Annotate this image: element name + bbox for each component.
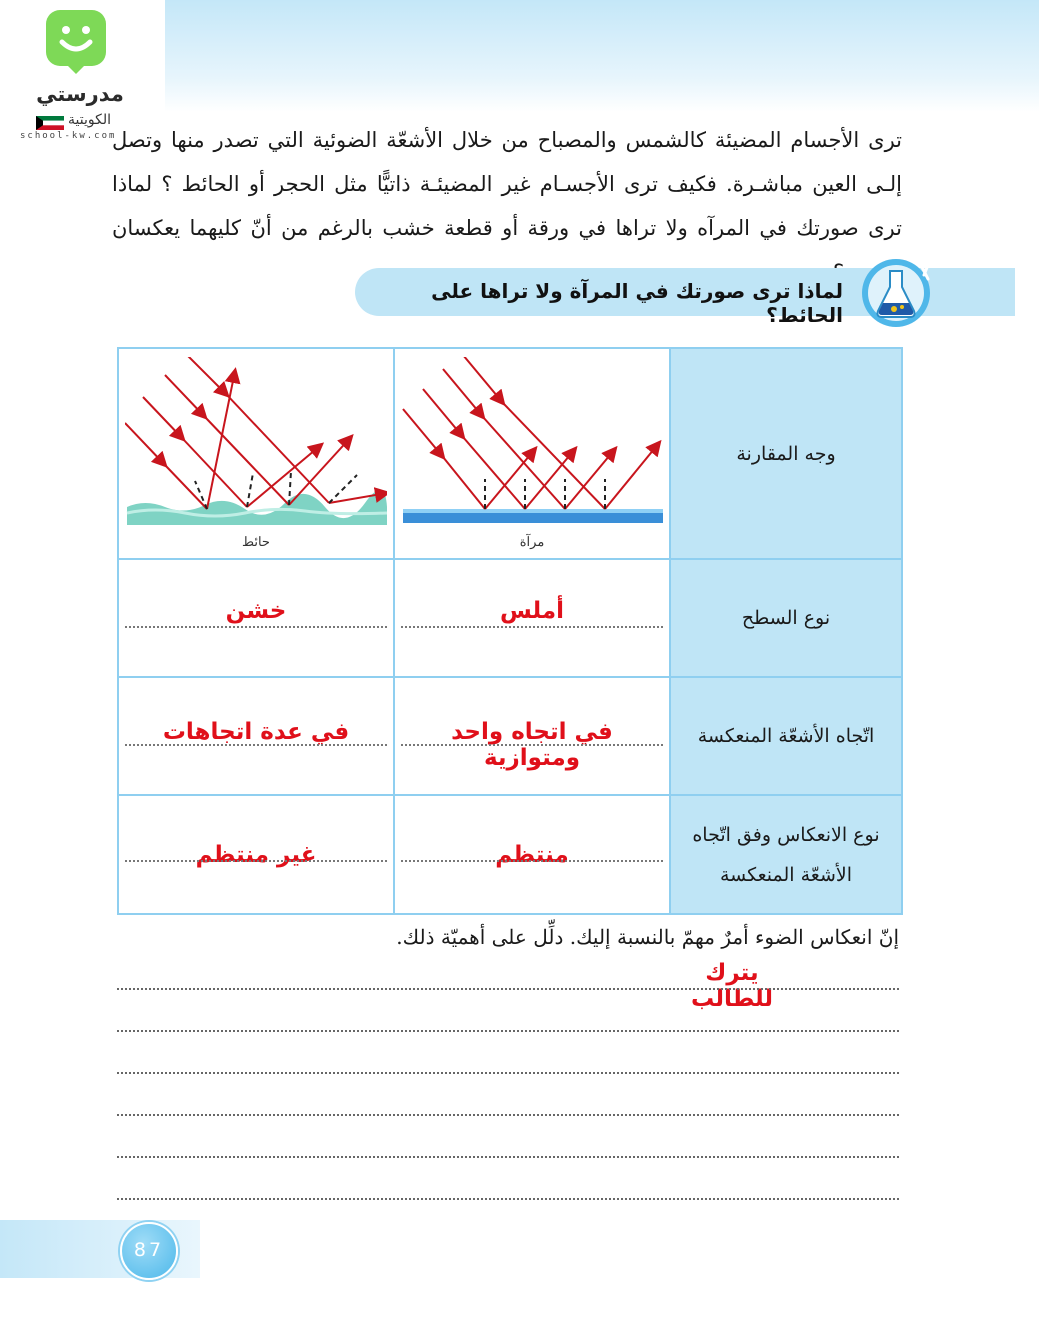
writing-line[interactable] bbox=[117, 1114, 899, 1116]
wall-image-cell bbox=[118, 348, 394, 559]
logo-subtitle: الكويتية bbox=[68, 112, 111, 128]
table-row bbox=[118, 795, 902, 914]
row-heading: وجه المقارنة bbox=[736, 442, 836, 465]
answer-line bbox=[125, 860, 387, 862]
row-heading: اتّجاه الأشعّة المنعكسة bbox=[697, 725, 875, 747]
answer-line bbox=[401, 860, 663, 862]
page-number: 87 bbox=[133, 1239, 165, 1261]
flask-icon bbox=[858, 257, 938, 329]
table-head-cell bbox=[670, 559, 902, 677]
logo-icon bbox=[44, 8, 108, 76]
writing-line[interactable] bbox=[117, 1198, 899, 1200]
answer-cell[interactable] bbox=[394, 559, 670, 677]
comparison-table bbox=[117, 347, 903, 915]
answer-text: أملس bbox=[499, 598, 565, 624]
answer-line bbox=[125, 626, 387, 628]
answer-line bbox=[125, 744, 387, 746]
writing-line[interactable] bbox=[117, 1072, 899, 1074]
answer-text: منتظم bbox=[495, 842, 569, 868]
table-head-cell bbox=[670, 348, 902, 559]
answer-cell[interactable] bbox=[118, 677, 394, 795]
answer-line bbox=[401, 626, 663, 628]
answer-text: في عدة اتجاهات bbox=[162, 719, 350, 745]
answer-text: خشن bbox=[225, 598, 287, 624]
prompt-text: إنّ انعكاس الضوء أمرٌ مهمّ بالنسبة إليك. دلِّل على أهميّة ذلك. bbox=[396, 925, 899, 949]
writing-line[interactable] bbox=[117, 988, 899, 990]
writing-line[interactable] bbox=[117, 1030, 899, 1032]
table-row bbox=[118, 348, 902, 559]
intro-paragraph: ترى الأجسام المضيئة كالشمس والمصباح من خلال الأشعّة الضوئية التي تصدر منها وتصل إلـى العين مباشـرة. فكيف ترى الأجسـام غير المضيئـة ذاتيًّا مثل الحجر أو الحائط ؟ لماذا ترى صورتك في المرآه ولا تراها في ورقة أو قطعة خشب بالرغم من أنّ كليهما يعكسان bbox=[112, 128, 902, 240]
kuwait-flag-icon bbox=[36, 116, 64, 130]
answer-line bbox=[401, 744, 663, 746]
table-row bbox=[118, 559, 902, 677]
question-text: لماذا ترى صورتك في المرآة ولا تراها على الحائط؟ bbox=[431, 279, 843, 327]
answer-cell[interactable] bbox=[394, 677, 670, 795]
mirror-caption: مرآة bbox=[519, 535, 545, 550]
table-row bbox=[118, 677, 902, 795]
page-number-badge bbox=[120, 1222, 178, 1280]
answer-cell[interactable] bbox=[118, 559, 394, 677]
logo-url: school-kw.com bbox=[20, 131, 117, 141]
row-heading: نوع السطح bbox=[741, 607, 831, 629]
wall-caption: حائط bbox=[242, 535, 270, 550]
mirror-image-cell bbox=[394, 348, 670, 559]
logo-name: مدرستي bbox=[36, 82, 124, 106]
table-head-cell bbox=[670, 795, 902, 914]
answer-cell[interactable] bbox=[394, 795, 670, 914]
row-heading: نوع الانعكاس وفق اتّجاه الأشعّة المنعكسة bbox=[692, 823, 880, 886]
answer-cell[interactable] bbox=[118, 795, 394, 914]
answer-text: في اتجاه واحد ومتوازية bbox=[451, 719, 613, 771]
answer-text: غير منتظم bbox=[195, 842, 317, 868]
student-answer: يترك للطالب bbox=[690, 960, 774, 1012]
writing-line[interactable] bbox=[117, 1156, 899, 1158]
table-head-cell bbox=[670, 677, 902, 795]
wall-reflection-diagram bbox=[125, 357, 387, 527]
mirror-reflection-diagram bbox=[401, 357, 663, 527]
